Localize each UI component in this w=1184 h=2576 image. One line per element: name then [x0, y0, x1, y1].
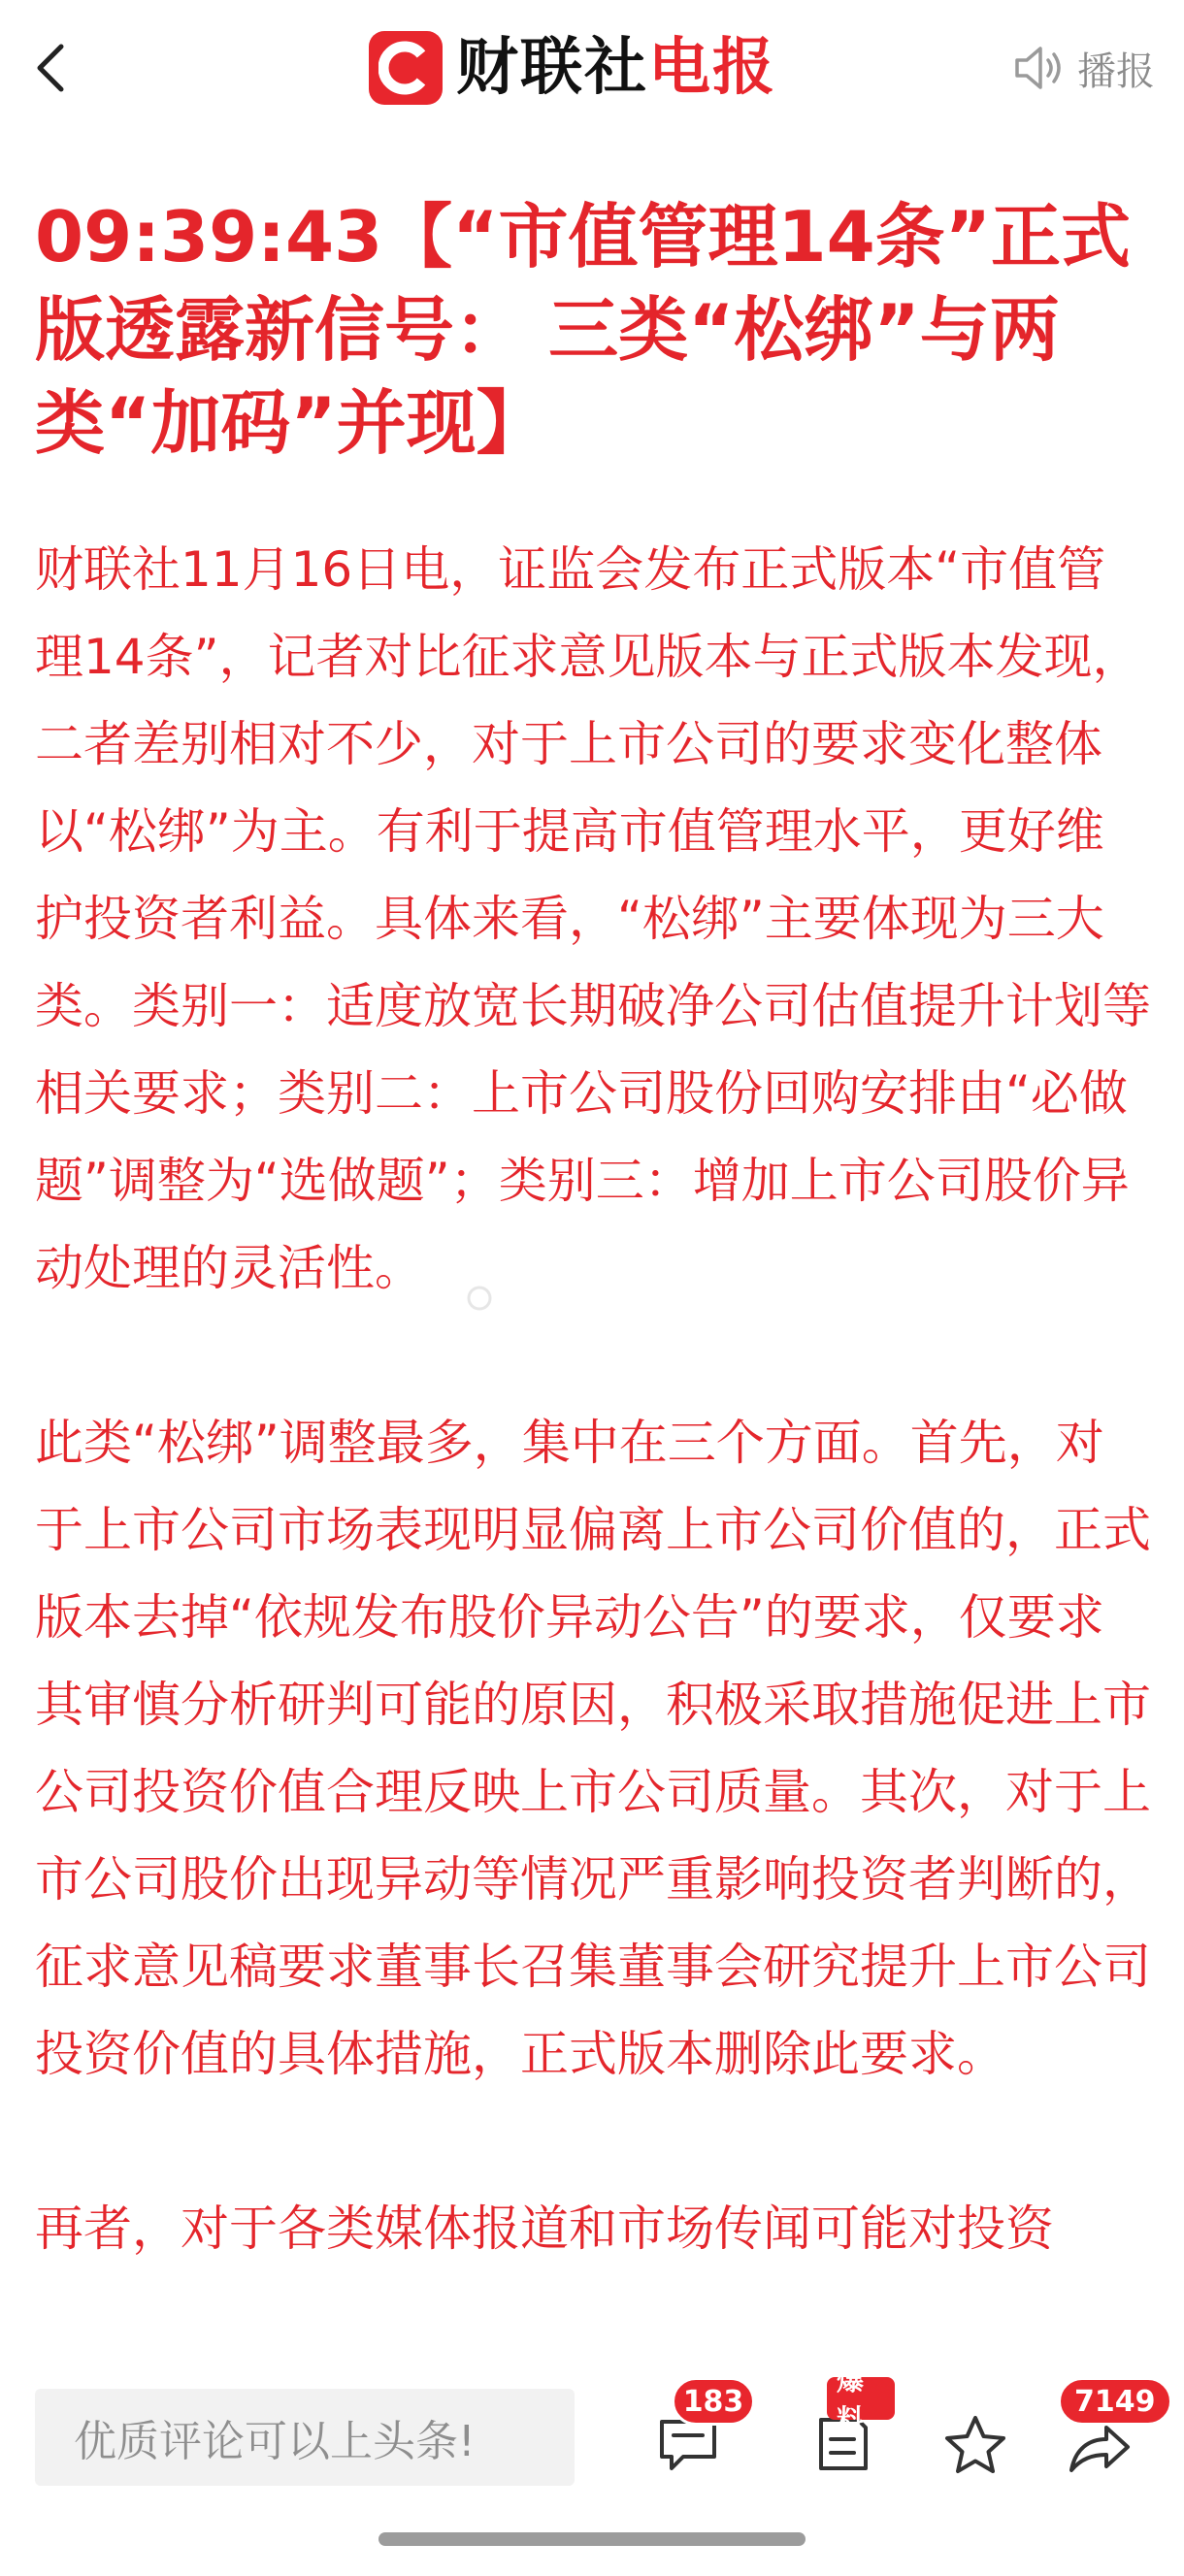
logo-wordmark — [456, 32, 776, 104]
logo-text-telegraph: 电报 — [648, 32, 776, 104]
audio-play-label: 播报 — [1077, 49, 1155, 94]
back-button[interactable] — [21, 29, 80, 107]
comment-count-badge: 183 — [672, 2377, 755, 2426]
article-body — [35, 526, 1151, 2272]
share-count-badge: 7149 — [1058, 2377, 1172, 2426]
article-headline: 09:39:43【“市值管理14条”正式版透露新信号： 三类“松绑”与两类“加码”并现】 — [35, 196, 1132, 464]
article-paragraph-1: 财联社11月16日电，证监会发布正式版本“市值管理14条”，记者对比征求意见版本与正式版本发现，二者差别相对不少，对于上市公司的要求变化整体以“松绑”为主。有利于提高市值管理水平，更好维护投资者利益。具体来看，“松绑”主要体现为三大类。类别一：适度放宽长期破净公司估值提升计划等相关要求；类别二：上市公司股份回购安排由“必做题”调整为“选做题”；类别三：增加上市公司股价异动处理的灵活性。 — [35, 541, 1151, 1296]
logo-text-brand: 财联社 — [456, 32, 648, 104]
article-paragraph-2: 此类“松绑”调整最多，集中在三个方面。首先，对于上市公司市场表现明显偏离上市公司价值的，正式版本去掉“依规发布股价异动公告”的要求，仅要求其审慎分析研判可能的原因，积极采取措施促进上市公司投资价值合理反映上市公司质量。其次，对于上市公司股价出现异动等情况严重影响投资者判断的，征求意见稿要求董事长召集董事会研究提升上市公司投资价值的具体措施，正式版本删除此要求。 — [35, 1415, 1151, 2082]
home-indicator[interactable] — [378, 2532, 806, 2546]
audio-play-button[interactable] — [1013, 39, 1155, 97]
watermark — [466, 1279, 493, 1318]
article-paragraph-3: 再者，对于各类媒体报道和市场传闻可能对投资 — [35, 2201, 1054, 2257]
comment-button[interactable] — [650, 2384, 744, 2484]
speaker-icon — [1013, 45, 1066, 91]
chevron-left-icon — [36, 43, 65, 93]
app-logo — [369, 27, 776, 109]
report-button[interactable] — [807, 2364, 895, 2484]
comment-placeholder: 优质评论可以上头条! — [74, 2417, 476, 2466]
watermark-logo-icon — [466, 1285, 493, 1312]
comment-input[interactable] — [35, 2389, 575, 2486]
logo-c-icon — [369, 31, 443, 105]
top-bar — [0, 0, 1184, 136]
favorite-button[interactable] — [937, 2410, 1015, 2488]
star-icon — [941, 2412, 1009, 2480]
report-tag: 爆料 — [827, 2377, 895, 2420]
bottom-action-bar — [0, 2358, 1184, 2494]
share-button[interactable] — [1058, 2384, 1156, 2484]
